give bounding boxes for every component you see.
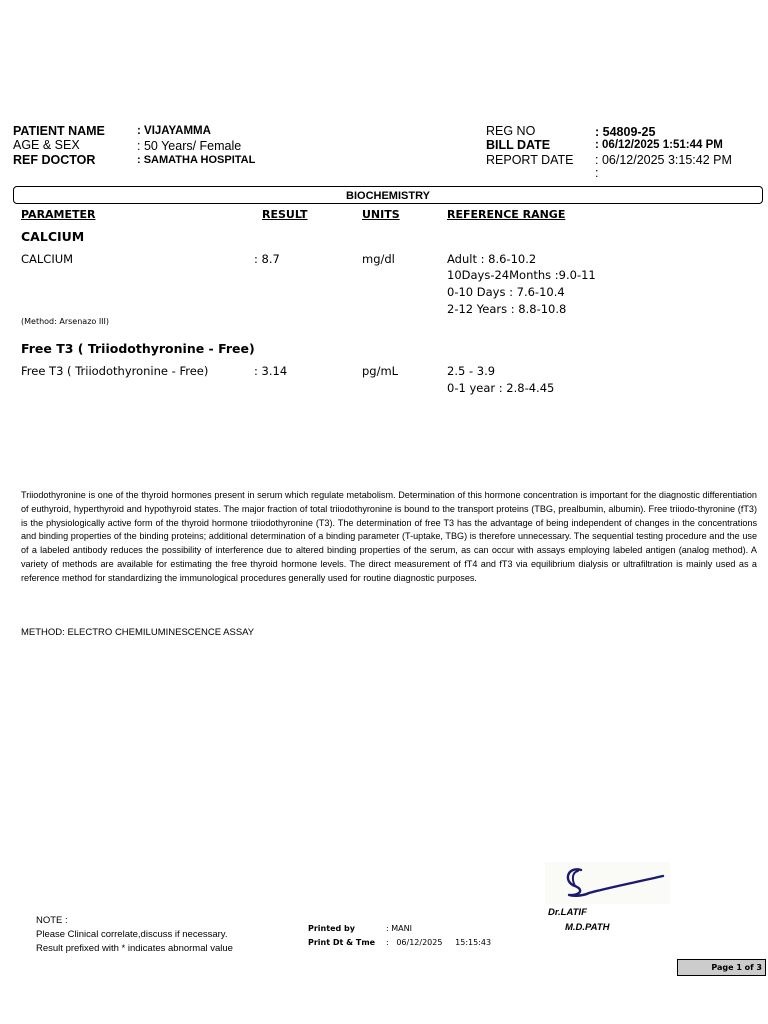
col-units: UNITS (362, 208, 400, 221)
ft3-units: pg/mL (362, 364, 399, 378)
ft3-description: Triiodothyronine is one of the thyroid hormones present in serum which regulate metabolism. Determination of this hormone concentration is important for the diagnostic differentiation of euthyroid, hyperthyroid and hypothyroid states. The major fraction of total triiodothyronine is bound to the transport proteins (TBG, prealbumin, albumin). Free triiodo-thyronine (fT3) is the physiologically active form of the thyroid hormone triiodothyronine (T3). The determination of free T3 has the advantage of being independent of changes in the concentrations and binding properties of the binding proteins; additional determination of a binding parameter (T-uptake, TBG) is therefore unnecessary. The sequential testing procedure and the use of a labeled antibody reduces the possibility of interference due to altered binding properties of the serum, as can occur with assays employing labeled antigen (analog method). A variety of methods are available for estimating the free thyroid hormone levels. The direct measurement of fT4 and fT3 via equilibrium dialysis or ultrafiltration is mainly used as a reference method for standardizing the immunological procedures generally used for routine diagnostic purposes. (21, 490, 757, 583)
ref-doctor-label: REF DOCTOR (13, 153, 96, 167)
age-sex-label: AGE & SEX (13, 138, 80, 152)
doctor-signature (545, 862, 670, 904)
page-number: Page 1 of 3 (711, 963, 762, 972)
col-parameter: PARAMETER (21, 208, 96, 221)
calcium-method: (Method: Arsenazo III) (21, 317, 110, 326)
report-date-value: : 06/12/2025 3:15:42 PM (595, 153, 732, 167)
reg-no-value: : 54809-25 (595, 125, 656, 139)
patient-name-value: : VIJAYAMMA (137, 125, 211, 137)
bill-date-value: : 06/12/2025 1:51:44 PM (595, 139, 723, 151)
method-line: METHOD: ELECTRO CHEMILUMINESCENCE ASSAY (21, 627, 255, 638)
calcium-ref-1: Adult : 8.6-10.2 (447, 252, 537, 266)
doctor-degree: M.D.PATH (565, 922, 610, 933)
doctor-name: Dr.LATIF (548, 907, 587, 918)
reg-no-label: REG NO (486, 124, 536, 138)
ft3-name: Free T3 ( Triiodothyronine - Free) (21, 364, 209, 378)
department-box (13, 186, 763, 204)
calcium-name: CALCIUM (21, 252, 74, 266)
calcium-ref-2: 10Days-24Months :9.0-11 (447, 268, 596, 282)
report-date-label: REPORT DATE (486, 153, 574, 167)
page-number-box (677, 959, 766, 976)
note-line-1: Please Clinical correlate,discuss if necessary. (36, 929, 228, 940)
calcium-units: mg/dl (362, 252, 395, 266)
calcium-group-title: CALCIUM (21, 229, 85, 244)
calcium-ref-3: 0-10 Days : 7.6-10.4 (447, 285, 565, 299)
printed-by-label: Printed by (308, 924, 355, 933)
ft3-result: : 3.14 (254, 364, 288, 378)
print-date-label: Print Dt & Tme (308, 938, 376, 947)
note-line-2: Result prefixed with * indicates abnormal value (36, 943, 233, 954)
printed-by-value: : MANI (386, 924, 412, 933)
col-result: RESULT (262, 208, 308, 221)
bill-date-label: BILL DATE (486, 138, 551, 152)
calcium-ref-4: 2-12 Years : 8.8-10.8 (447, 302, 567, 316)
ft3-ref-2: 0-1 year : 2.8-4.45 (447, 381, 555, 395)
ft3-ref-1: 2.5 - 3.9 (447, 364, 496, 378)
note-title: NOTE : (36, 915, 68, 926)
patient-name-label: PATIENT NAME (13, 124, 105, 138)
ref-doctor-value: : SAMATHA HOSPITAL (137, 154, 256, 166)
col-reference: REFERENCE RANGE (447, 208, 566, 221)
calcium-result: : 8.7 (254, 252, 280, 266)
extra-colon: : (595, 166, 599, 180)
department-title: BIOCHEMISTRY (346, 190, 430, 202)
ft3-group-title: Free T3 ( Triiodothyronine - Free) (21, 341, 255, 356)
age-sex-value: : 50 Years/ Female (137, 139, 242, 153)
print-date-value: : 06/12/2025 15:15:43 (386, 938, 492, 947)
